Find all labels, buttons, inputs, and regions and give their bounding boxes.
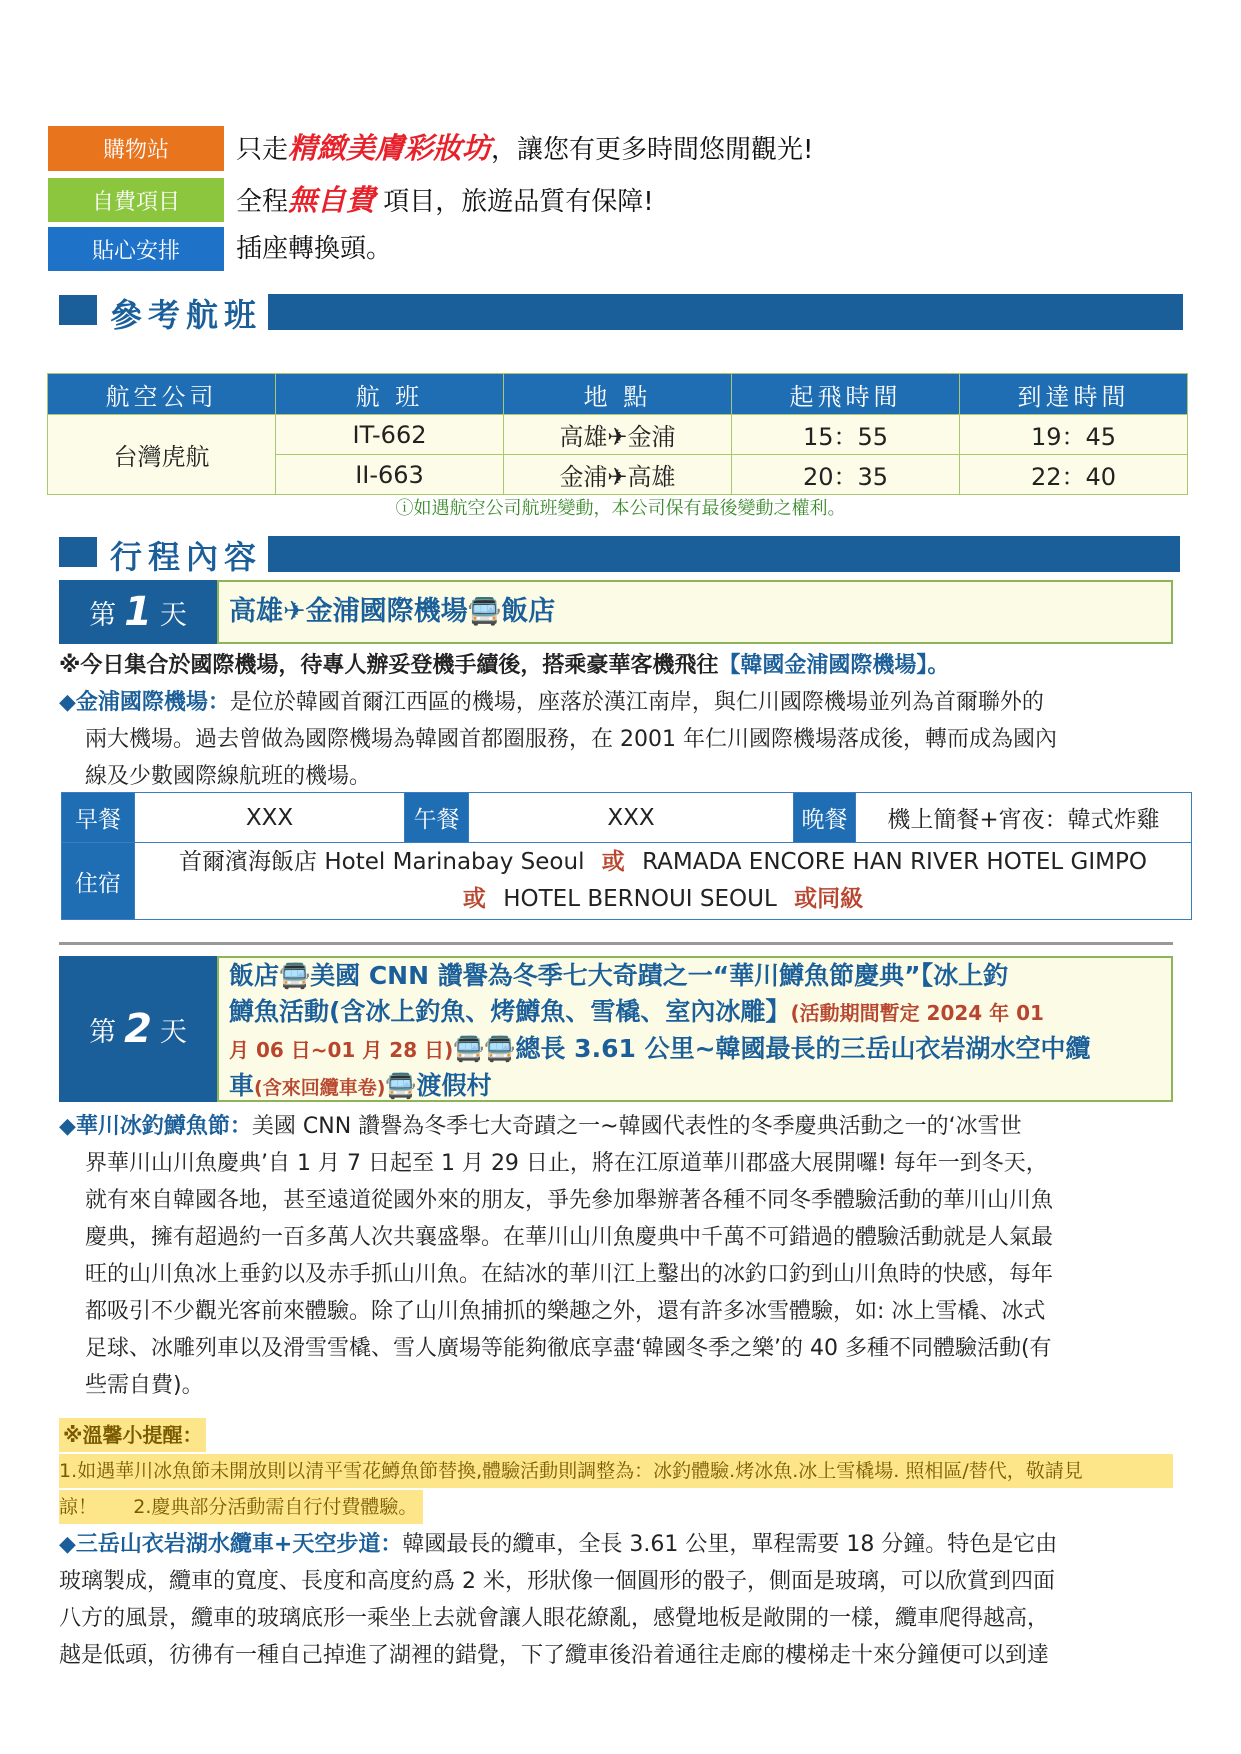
title-line [229,994,1171,1031]
section-title-flights: 參考航班 [110,296,263,334]
desc-line: 兩大機場。過去曾做為國際機場為韓國首都圈服務，在 2001 年仁川國際機場落成後，轉而成為國內 [85,727,1057,752]
breakfast-label: 早餐 [62,793,135,843]
desc-line: 玻璃製成，纜車的寬度、長度和高度約爲 2 米，形狀像一個圓形的骰子，側面是玻璃，可以欣賞到四面 [59,1569,1055,1594]
desc-title: ◆華川冰釣鱒魚節： [59,1114,252,1139]
info-text: 全程 [236,187,289,217]
day-badge-2 [59,956,217,1102]
desc-text: 美國 CNN 讚譽為冬季七大奇蹟之一~韓國代表性的冬季慶典活動之一的‘冰雪世 [251,1114,1022,1139]
title-text: 車 [229,1071,255,1100]
hotel-name: HOTEL BERNOUI SEOUL [503,886,777,912]
desc-line: 八方的風景，纜車的玻璃底形一乘坐上去就會讓人眼花繚亂，感覺地板是敞開的一樣，纜車爬得越高， [59,1606,1050,1631]
desc-line: 足球、冰雕列車以及滑雪雪橇、雪人廣場等能夠徹底享盡‘韓國冬季之樂’的 40 多種不同體驗活動(有 [85,1336,1052,1361]
day2-cablecar-description [59,1526,1179,1674]
info-text: 只走 [236,135,289,165]
section-title-itinerary: 行程內容 [110,538,263,576]
flight-number-cell: IT-662 [276,415,504,455]
hotel-or: 或同級 [794,886,864,912]
tag-arrangement: 貼心安排 [48,227,224,271]
day1-title-box [217,580,1173,644]
info-text: 插座轉換頭。 [236,234,393,264]
flight-number-cell: II-663 [276,455,504,495]
title-text: 🚍🚍總長 3.61 公里~韓國最長的三岳山衣岩湖水空中纜 [453,1034,1091,1063]
meals-row [62,793,1192,843]
day1-description [59,684,1179,795]
column-header: 航空公司 [48,374,276,415]
day-suffix: 天 [159,1016,187,1048]
title-note: (含來回纜車卷) [254,1077,386,1099]
hotel-name: RAMADA ENCORE HAN RIVER HOTEL GIMPO [642,849,1147,875]
table-header-row [48,374,1188,415]
section-bar [268,294,1183,330]
day-suffix: 天 [159,599,187,631]
day-number: 1 [124,589,152,635]
meals-table [61,792,1192,920]
stay-row [62,843,1192,920]
day-number: 2 [124,1006,152,1052]
reminder-line: 1.如遇華川冰魚節未開放則以清平雪花鱒魚節替換,體驗活動則調整為：冰釣體驗.烤冰魚.冰上雪橇場. 照相區/替代，敬請見 [59,1454,1173,1488]
day1-title: 高雄✈金浦國際機場🚍飯店 [229,596,556,627]
tag-shopping: 購物站 [48,126,224,171]
dinner-label: 晚餐 [794,793,856,843]
arrive-cell: 19：45 [960,415,1188,455]
notice-text: ※今日集合於國際機場，待專人辦妥登機手續後，搭乘豪華客機飛往 [59,653,719,678]
arrive-cell: 22：40 [960,455,1188,495]
title-text: 🚍渡假村 [385,1071,492,1100]
day2-festival-description [59,1108,1179,1404]
info-highlight: 精緻美膚彩妝坊 [288,131,492,165]
divider [59,942,1173,945]
day-prefix: 第 [89,599,117,631]
route-cell: 高雄✈金浦 [504,415,732,455]
day1-notice [59,647,1179,684]
title-text: 鱒魚活動(含冰上釣魚、烤鱒魚、雪橇、室內冰雕】 [229,997,791,1026]
title-line [229,1068,1171,1102]
section-bar [268,536,1180,572]
notice-highlight: 【韓國金浦國際機場】。 [718,653,950,678]
desc-title: ◆三岳山衣岩湖水纜車+天空步道： [59,1532,403,1557]
info-text: ，讓您有更多時間悠閒觀光! [491,135,814,165]
desc-title: ◆金浦國際機場： [59,690,230,715]
stay-value [135,843,1192,920]
desc-line: 界華川山川魚慶典’自 1 月 7 日起至 1 月 29 日止，將在江原道華川郡盛大展開囉! 每年一到冬天， [85,1151,1048,1176]
column-header: 地 點 [504,374,732,415]
hotel-name: 首爾濱海飯店 Hotel Marinabay Seoul [179,849,585,875]
column-header: 航 班 [276,374,504,415]
airline-cell: 台灣虎航 [48,415,276,495]
flight-change-note: ⓘ如遇航空公司航班變動，本公司保有最後變動之權利。 [395,498,846,519]
day-prefix: 第 [89,1016,117,1048]
flight-table [47,373,1188,495]
desc-line: 就有來自韓國各地，甚至遠道從國外來的朋友，爭先參加舉辦著各種不同冬季體驗活動的華川山川魚 [85,1188,1054,1213]
desc-line: 慶典，擁有超過約一百多萬人次共襄盛舉。在華川山川魚慶典中千萬不可錯過的體驗活動就是人氣最 [85,1225,1054,1250]
info-optional [236,178,654,222]
hotel-or: 或 [462,886,486,912]
reminder-title: ※溫馨小提醒： [59,1418,206,1452]
tag-optional: 自費項目 [48,178,224,222]
route-cell: 金浦✈高雄 [504,455,732,495]
depart-cell: 20：35 [732,455,960,495]
stay-label: 住宿 [62,843,135,920]
title-line [229,1031,1171,1068]
section-marker [59,295,97,325]
info-arrangement [236,227,392,271]
section-marker [59,537,97,567]
dinner-value: 機上簡餐+宵夜：韓式炸雞 [856,793,1192,843]
hotel-or: 或 [601,849,625,875]
day2-title-box [217,956,1173,1102]
day-badge-1 [59,580,217,644]
desc-line: 線及少數國際線航班的機場。 [85,764,372,789]
lunch-value: XXX [469,793,794,843]
desc-line [59,1108,1179,1145]
desc-line [59,1526,1179,1563]
desc-text: 韓國最長的纜車，全長 3.61 公里，單程需要 18 分鐘。特色是它由 [402,1532,1058,1557]
column-header: 到達時間 [960,374,1188,415]
title-period: (活動期間暫定 2024 年 01 [790,1001,1044,1025]
table-row [48,415,1188,455]
lunch-label: 午餐 [405,793,469,843]
desc-line: 越是低頭，彷彿有一種自己掉進了湖裡的錯覺，下了纜車後沿着通往走廊的樓梯走十來分鐘便可以到達 [59,1643,1050,1668]
desc-line: 都吸引不少觀光客前來體驗。除了山川魚捕抓的樂趣之外，還有許多冰雪體驗，如: 冰上雪橇、冰式 [85,1299,1046,1324]
breakfast-value: XXX [135,793,405,843]
info-shopping [236,126,813,171]
title-line: 飯店🚍美國 CNN 讚譽為冬季七大奇蹟之一“華川鱒魚節慶典”【冰上釣 [229,961,1009,990]
reminder-line: 諒！ 2.慶典部分活動需自行付費體驗。 [59,1490,423,1524]
info-text: 項目，旅遊品質有保障! [375,187,654,217]
column-header: 起飛時間 [732,374,960,415]
info-highlight: 無自費 [288,183,376,217]
desc-line: 旺的山川魚冰上垂釣以及赤手抓山川魚。在結冰的華川江上鑿出的冰釣口釣到山川魚時的快感，每年 [85,1262,1054,1287]
desc-line: 些需自費)。 [85,1373,204,1398]
desc-line [59,684,1179,721]
desc-text: 是位於韓國首爾江西區的機場，座落於漢江南岸，與仁川國際機場並列為首爾聯外的 [229,690,1044,715]
title-period: 月 06 日~01 月 28 日) [229,1038,454,1062]
depart-cell: 15：55 [732,415,960,455]
